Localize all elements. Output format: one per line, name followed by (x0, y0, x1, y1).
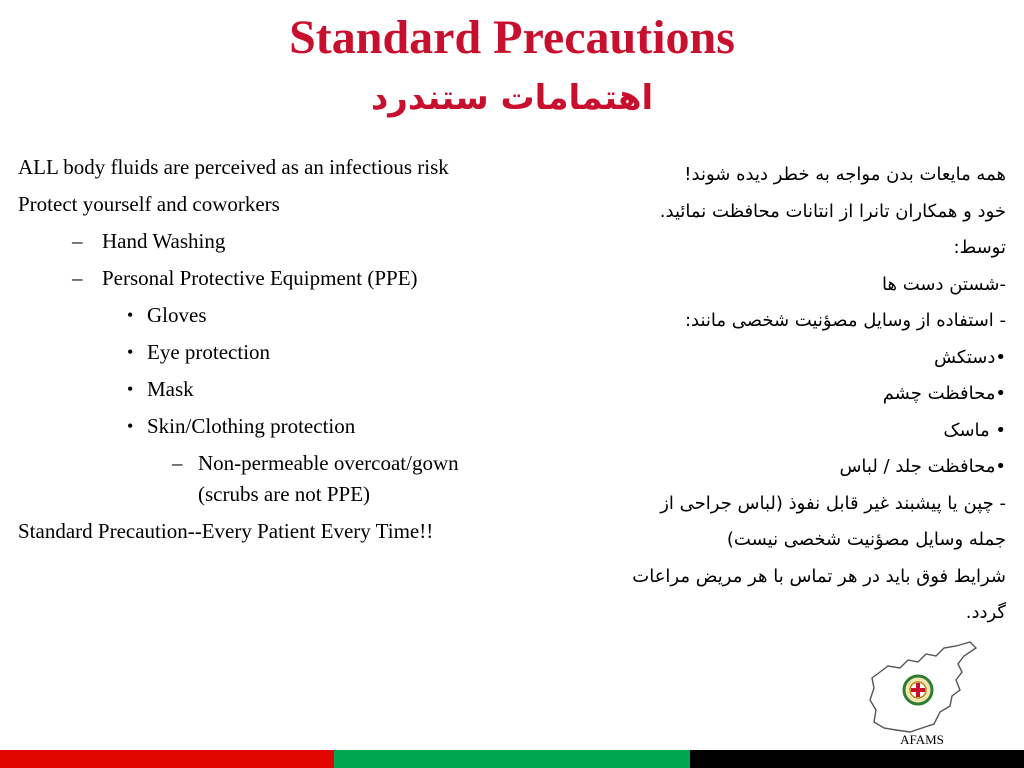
dari-line: • ماسک (943, 419, 1006, 441)
dari-line: گردد. (965, 602, 1006, 623)
dari-line: •محافظت جلد / لباس (839, 456, 1006, 477)
afghanistan-map-logo (866, 638, 980, 734)
dari-content (520, 157, 1006, 632)
list-bullet: • Mask (147, 374, 498, 405)
list-item: Protect yourself and coworkers (18, 192, 280, 216)
afams-caption: AFAMS (900, 732, 944, 747)
dari-line: خود و همکاران تانرا از انتانات محافظت نمائید. (659, 200, 1006, 222)
dari-line: توسط: (953, 237, 1006, 258)
dari-line: -شستن دست ها (882, 273, 1006, 295)
list-subsubitem: – Non-permeable overcoat/gown (scrubs are not PPE) (198, 448, 498, 510)
dari-line: - چپن یا پیشبند غیر قابل نفوذ (لباس جراحی از (660, 492, 1006, 514)
footer-bar-black (690, 750, 1024, 768)
list-subitem: – Personal Protective Equipment (PPE) (102, 263, 498, 294)
list-bullet: • Gloves (147, 300, 498, 331)
list-bullet: • Eye protection (147, 337, 498, 368)
list-subitem: – Hand Washing (102, 226, 498, 257)
list-bullet: • Skin/Clothing protection (147, 411, 498, 442)
footer-bar-red (0, 750, 334, 768)
english-content (18, 152, 498, 553)
dari-line: - استفاده از وسایل مصؤنیت شخصی مانند: (684, 310, 1006, 331)
dari-line: •محافظت چشم (882, 383, 1006, 404)
footer-bar-green (334, 750, 690, 768)
dari-line: •دستکش (933, 346, 1006, 368)
dari-line: شرایط فوق باید در هر تماس با هر مریض مراعات (632, 565, 1006, 587)
dari-line: جمله وسایل مصؤنیت شخصی نیست) (726, 529, 1006, 550)
list-item: Standard Precaution--Every Patient Every Time!! (18, 519, 434, 543)
dari-line: همه مایعات بدن مواجه به خطر دیده شوند! (684, 164, 1006, 185)
list-item: ALL body fluids are perceived as an infectious risk (18, 155, 449, 179)
slide-title: Standard Precautions (289, 11, 735, 64)
slide-subtitle: اهتمامات ستندرد (370, 78, 654, 118)
